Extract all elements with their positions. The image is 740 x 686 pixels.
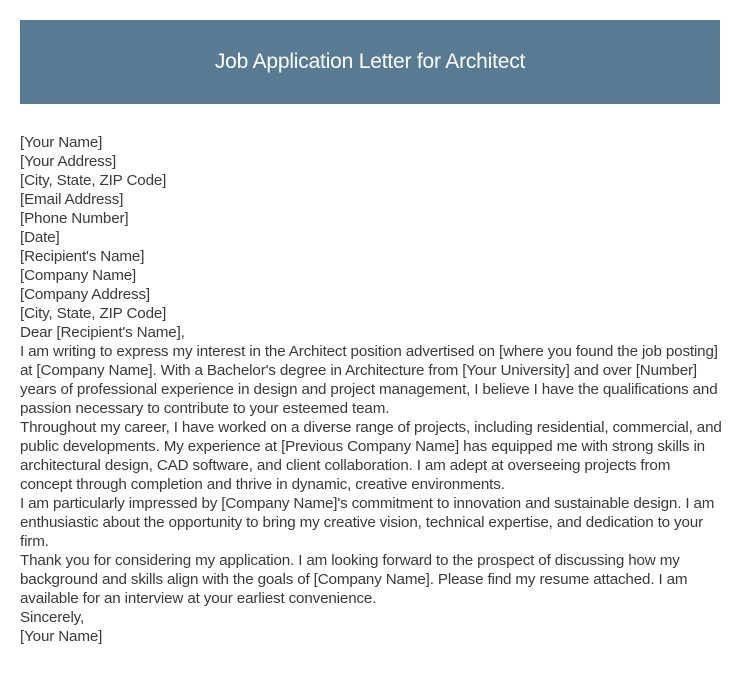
recipient-name: [Recipient's Name] bbox=[20, 248, 145, 265]
paragraph-intro: I am writing to express my interest in the Architect position advertised on [where you found the job posting] at [Company Name]. With a Bachelor's degree in Architecture from [Your University] and over [Number] years of professional experience in design and project management, I believe I have the qualifications and passion necessary to contribute to your esteemed team. bbox=[20, 343, 718, 417]
recipient-city-state-zip: [City, State, ZIP Code] bbox=[20, 305, 167, 322]
sender-city-state-zip: [City, State, ZIP Code] bbox=[20, 172, 167, 189]
page-title: Job Application Letter for Architect bbox=[214, 50, 526, 73]
sender-name: [Your Name] bbox=[20, 134, 103, 151]
sender-phone: [Phone Number] bbox=[20, 210, 129, 227]
recipient-company: [Company Name] bbox=[20, 267, 137, 284]
signature: [Your Name] bbox=[20, 628, 103, 645]
sender-address: [Your Address] bbox=[20, 153, 117, 170]
paragraph-motivation: I am particularly impressed by [Company Name]'s commitment to innovation and sustainable design. I am enthusiastic about the opportunity to bring my creative vision, technical expertise, and dedication to your firm. bbox=[20, 495, 715, 550]
letter-body bbox=[20, 133, 725, 646]
letter-date: [Date] bbox=[20, 229, 60, 246]
sender-email: [Email Address] bbox=[20, 191, 124, 208]
recipient-company-address: [Company Address] bbox=[20, 286, 150, 303]
title-banner bbox=[20, 20, 720, 104]
closing: Sincerely, bbox=[20, 609, 85, 626]
paragraph-closing: Thank you for considering my application. I am looking forward to the prospect of discussing how my background and skills align with the goals of [Company Name]. Please find my resume attached. I am available for an interview at your earliest convenience. bbox=[20, 552, 688, 607]
paragraph-experience: Throughout my career, I have worked on a diverse range of projects, including residential, commercial, and public developments. My experience at [Previous Company Name] has equipped me with strong skills in architectural design, CAD software, and client collaboration. I am adept at overseeing projects from concept through completion and thrive in dynamic, creative environments. bbox=[20, 419, 722, 493]
salutation: Dear [Recipient's Name], bbox=[20, 324, 185, 341]
